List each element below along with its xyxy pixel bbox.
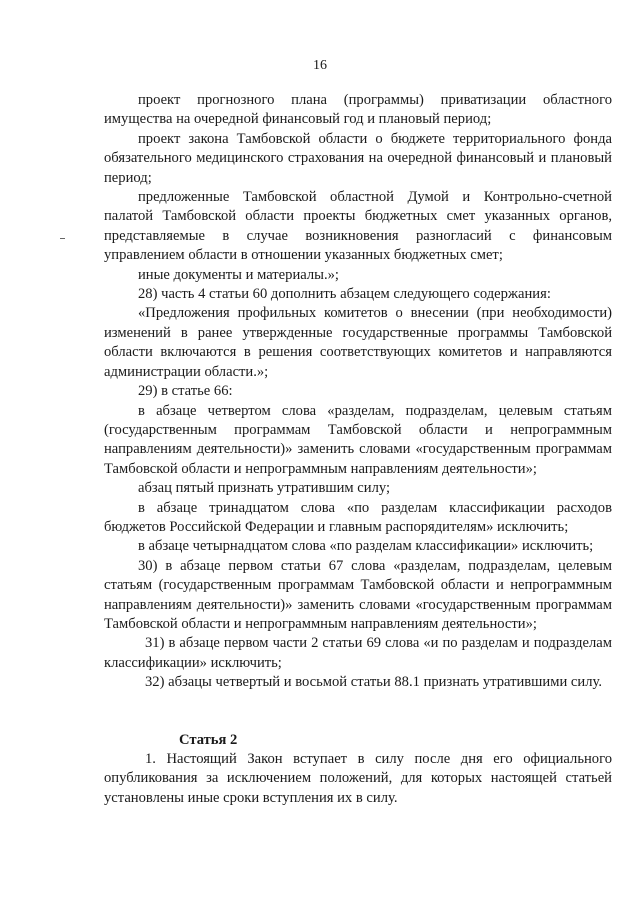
paragraph: «Предложения профильных комитетов о внесении (при необходимости) изменений в ранее утвержденные государственные программы Тамбовской области включаются в решения соответствующих комитетов и направляются администрации области.»; [104,305,612,380]
paragraph: 30) в абзаце первом статьи 67 слова «разделам, подразделам, целевым статьям (государственным программам Тамбовской области и непрограммным направлениям деятельности)» заменить словами «государственным программам Тамбовской области и непрограммным направлениям деятельности»; [104,557,612,632]
paragraph: 29) в статье 66: [138,383,233,400]
section-gap [104,693,612,731]
paragraph: проект закона Тамбовской области о бюджете территориального фонда обязательного медицинского страхования на очередной финансовый и плановый период; [104,130,612,186]
paragraph: в абзаце четвертом слова «разделам, подразделам, целевым статьям (государственным программам Тамбовской области и непрограммным направлениям деятельности)» заменить словами «государственным программам Тамбовской области и непрограммным направлениям деятельности»; [104,402,612,477]
scan-mark [60,238,65,239]
article-paragraph: 1. Настоящий Закон вступает в силу после дня его официального опубликования за исключением положений, для которых настоящей статьей установлены иные сроки вступления их в силу. [104,751,612,806]
page-number: 16 [313,58,327,73]
paragraph: в абзаце четырнадцатом слова «по разделам классификации» исключить; [138,538,594,555]
paragraph: 31) в абзаце первом части 2 статьи 69 слова «и по разделам и подразделам классификации» исключить; [104,635,612,671]
paragraph: проект прогнозного плана (программы) приватизации областного имущества на очередной финансовый год и плановый период; [104,92,612,128]
paragraph: 32) абзацы четвертый и восьмой статьи 88.1 признать утратившими силу. [145,674,602,691]
document-body [104,91,612,808]
paragraph: предложенные Тамбовской областной Думой и Контрольно-счетной палатой Тамбовской области проекты бюджетных смет указанных органов, представляемые в случае возникновения разногласий с финансовым управлением области в отношении указанных бюджетных смет; [104,189,612,264]
paragraph: 28) часть 4 статьи 60 дополнить абзацем следующего содержания: [138,286,551,303]
paragraph: абзац пятый признать утратившим силу; [138,480,391,497]
paragraph: в абзаце тринадцатом слова «по разделам классификации расходов бюджетов Российской Федерации и главным распорядителям» исключить; [104,499,612,535]
article-heading: Статья 2 [179,731,238,748]
paragraph: иные документы и материалы.»; [138,266,339,283]
